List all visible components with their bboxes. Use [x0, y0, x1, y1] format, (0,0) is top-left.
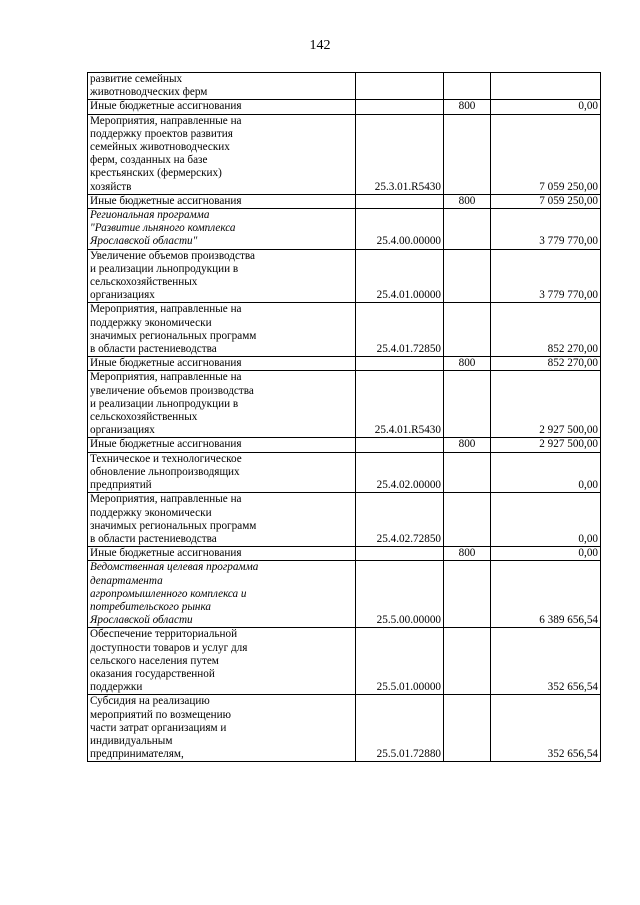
table-row [88, 371, 601, 438]
row-expense-type-cell: 800 [444, 438, 491, 452]
table-row [88, 194, 601, 208]
budget-table [87, 72, 601, 762]
row-code-cell: 25.3.01.R5430 [356, 114, 444, 194]
table-row [88, 249, 601, 303]
row-expense-type-cell [444, 493, 491, 547]
table-row [88, 438, 601, 452]
table-row [88, 452, 601, 493]
row-code-cell: 25.4.01.72850 [356, 303, 444, 357]
row-expense-type-cell [444, 114, 491, 194]
row-code-cell: 25.5.00.00000 [356, 561, 444, 628]
row-code-cell [356, 100, 444, 114]
row-name-cell: Мероприятия, направленные на поддержку экономически значимых региональных программ в области растениеводства [88, 493, 356, 547]
table-row [88, 547, 601, 561]
table-row [88, 628, 601, 695]
row-expense-type-cell [444, 561, 491, 628]
page-number: 142 [309, 38, 331, 53]
table-row [88, 209, 601, 250]
row-name-cell: Иные бюджетные ассигнования [88, 357, 356, 371]
row-expense-type-cell [444, 249, 491, 303]
budget-table-body [88, 73, 601, 762]
table-row [88, 114, 601, 194]
row-expense-type-cell: 800 [444, 357, 491, 371]
row-amount-cell: 2 927 500,00 [491, 371, 601, 438]
row-name-cell: Субсидия на реализацию мероприятий по возмещению части затрат организациям и индивидуальным предпринимателям, [88, 695, 356, 762]
row-name-cell: Иные бюджетные ассигнования [88, 194, 356, 208]
row-expense-type-cell [444, 73, 491, 100]
row-expense-type-cell [444, 452, 491, 493]
row-amount-cell: 3 779 770,00 [491, 209, 601, 250]
row-expense-type-cell: 800 [444, 547, 491, 561]
row-expense-type-cell: 800 [444, 194, 491, 208]
row-name-cell: Иные бюджетные ассигнования [88, 547, 356, 561]
row-amount-cell: 0,00 [491, 547, 601, 561]
row-name-cell: Техническое и технологическое обновление льнопроизводящих предприятий [88, 452, 356, 493]
row-code-cell [356, 194, 444, 208]
row-amount-cell: 7 059 250,00 [491, 114, 601, 194]
table-row [88, 493, 601, 547]
row-code-cell: 25.4.01.R5430 [356, 371, 444, 438]
row-amount-cell: 3 779 770,00 [491, 249, 601, 303]
row-expense-type-cell [444, 303, 491, 357]
row-amount-cell: 352 656,54 [491, 695, 601, 762]
row-code-cell [356, 357, 444, 371]
row-code-cell: 25.4.02.00000 [356, 452, 444, 493]
table-row [88, 100, 601, 114]
row-code-cell: 25.5.01.00000 [356, 628, 444, 695]
row-amount-cell: 0,00 [491, 452, 601, 493]
row-name-cell: Обеспечение территориальной доступности товаров и услуг для сельского населения путем оказания государственной поддержки [88, 628, 356, 695]
row-amount-cell: 352 656,54 [491, 628, 601, 695]
table-row [88, 695, 601, 762]
row-expense-type-cell [444, 628, 491, 695]
table-row [88, 73, 601, 100]
row-name-cell: Ведомственная целевая программа департамента агропромышленного комплекса и потребительского рынка Ярославской области [88, 561, 356, 628]
row-amount-cell: 0,00 [491, 100, 601, 114]
row-code-cell [356, 73, 444, 100]
row-expense-type-cell: 800 [444, 100, 491, 114]
row-name-cell: Увеличение объемов производства и реализации льнопродукции в сельскохозяйственных организациях [88, 249, 356, 303]
row-expense-type-cell [444, 695, 491, 762]
row-code-cell: 25.4.00.00000 [356, 209, 444, 250]
row-name-cell: развитие семейных животноводческих ферм [88, 73, 356, 100]
row-expense-type-cell [444, 209, 491, 250]
table-row [88, 303, 601, 357]
row-name-cell: Иные бюджетные ассигнования [88, 100, 356, 114]
row-amount-cell: 852 270,00 [491, 357, 601, 371]
row-code-cell: 25.5.01.72880 [356, 695, 444, 762]
row-name-cell: Мероприятия, направленные на поддержку экономически значимых региональных программ в области растениеводства [88, 303, 356, 357]
row-name-cell: Мероприятия, направленные на увеличение объемов производства и реализации льнопродукции в сельскохозяйственных организациях [88, 371, 356, 438]
table-row [88, 561, 601, 628]
row-expense-type-cell [444, 371, 491, 438]
row-name-cell: Региональная программа "Развитие льняного комплекса Ярославской области" [88, 209, 356, 250]
row-amount-cell: 6 389 656,54 [491, 561, 601, 628]
row-code-cell: 25.4.01.00000 [356, 249, 444, 303]
row-code-cell [356, 438, 444, 452]
row-amount-cell: 2 927 500,00 [491, 438, 601, 452]
row-amount-cell: 0,00 [491, 493, 601, 547]
row-code-cell [356, 547, 444, 561]
row-amount-cell: 852 270,00 [491, 303, 601, 357]
row-amount-cell: 7 059 250,00 [491, 194, 601, 208]
row-name-cell: Иные бюджетные ассигнования [88, 438, 356, 452]
table-row [88, 357, 601, 371]
row-name-cell: Мероприятия, направленные на поддержку проектов развития семейных животноводческих ферм, созданных на базе крестьянских (фермерских) хозяйств [88, 114, 356, 194]
row-code-cell: 25.4.02.72850 [356, 493, 444, 547]
row-amount-cell [491, 73, 601, 100]
